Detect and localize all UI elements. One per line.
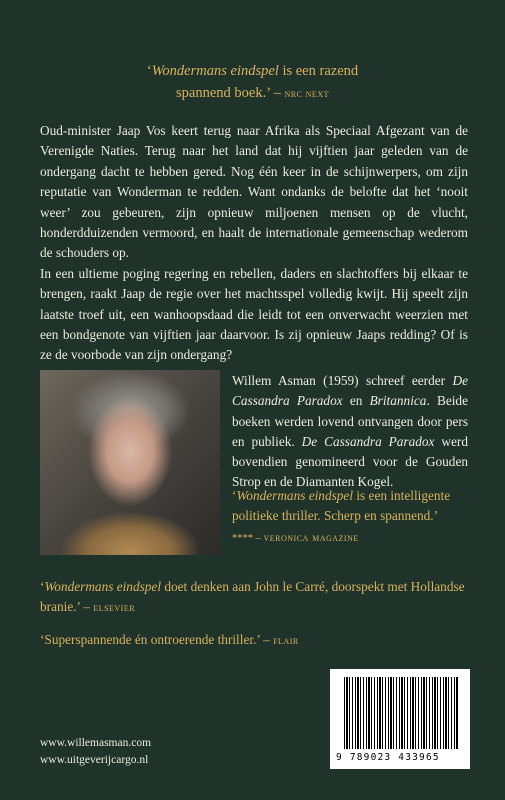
rating-stars: ****	[232, 532, 253, 544]
review-quote-veronica: ‘Wondermans eindspel is een intelligente politieke thriller. Scherp en spannend.’ **** – veronica magazine	[232, 488, 451, 544]
website-links	[40, 735, 151, 769]
blurb-paragraph-1: Oud-minister Jaap Vos keert terug naar Afrika als Speciaal Afgezant van de Verenigde Naties. Terug naar het land dat hij vijftien jaar geleden van de ondergang dacht te hebben gered. Nog één keer in de schijnwerpers, om zijn reputatie van Wonderman te redden. Want ondanks de belofte dat het ‘nooit weer’ zou gebeuren, zijn opnieuw miljoenen mensen op de vlucht, honderdduizenden vermoord, en haalt de internationale gemeenschap wederom de schouders op.	[40, 123, 468, 261]
review-source: elsevier	[93, 602, 136, 615]
book-title: Wondermans eindspel	[151, 63, 279, 79]
review-source: veronica magazine	[263, 531, 359, 544]
review-quote-elsevier: ‘Wondermans eindspel doet denken aan John le Carré, doorspekt met Hollandse branie.’ – elsevier	[40, 579, 465, 615]
top-review-quote: ‘Wondermans eindspel is een razend spannend boek.’ – nrc next	[146, 63, 359, 101]
review-source: flair	[273, 635, 299, 647]
review-quote-flair: ‘Superspannende én ontroerende thriller.’ – flair	[40, 632, 299, 647]
barcode-bars	[344, 677, 459, 749]
author-bio: Willem Asman (1959) schreef eerder De Cassandra Paradox en Britannica. Beide boeken werden lovend ontvangen door pers en publiek. De Cassandra Paradox werd bovendien genomineerd voor de Gouden Strop en de Diamanten Kogel.	[232, 373, 468, 490]
isbn-barcode	[330, 669, 470, 769]
book-blurb	[40, 121, 468, 366]
author-photo	[40, 370, 220, 555]
publisher-website-link[interactable]: www.uitgeverijcargo.nl	[40, 754, 149, 766]
author-website-link[interactable]: www.willemasman.com	[40, 737, 152, 749]
blurb-paragraph-2: In een ultieme poging regering en rebellen, daders en slachtoffers bij elkaar te brengen, raakt Jaap de regie over het machtsspel volledig kwijt. Hij speelt zijn laatste troef uit, een wanhoopsdaad die leidt tot een onverwacht weerzien met een bondgenote van vijftien jaar daarvoor. Is zij opnieuw Jaaps redding? Of is ze de voorbode van zijn ondergang?	[40, 265, 468, 363]
isbn-number: 9 789023 433965	[336, 752, 440, 763]
review-source: nrc next	[284, 88, 329, 100]
